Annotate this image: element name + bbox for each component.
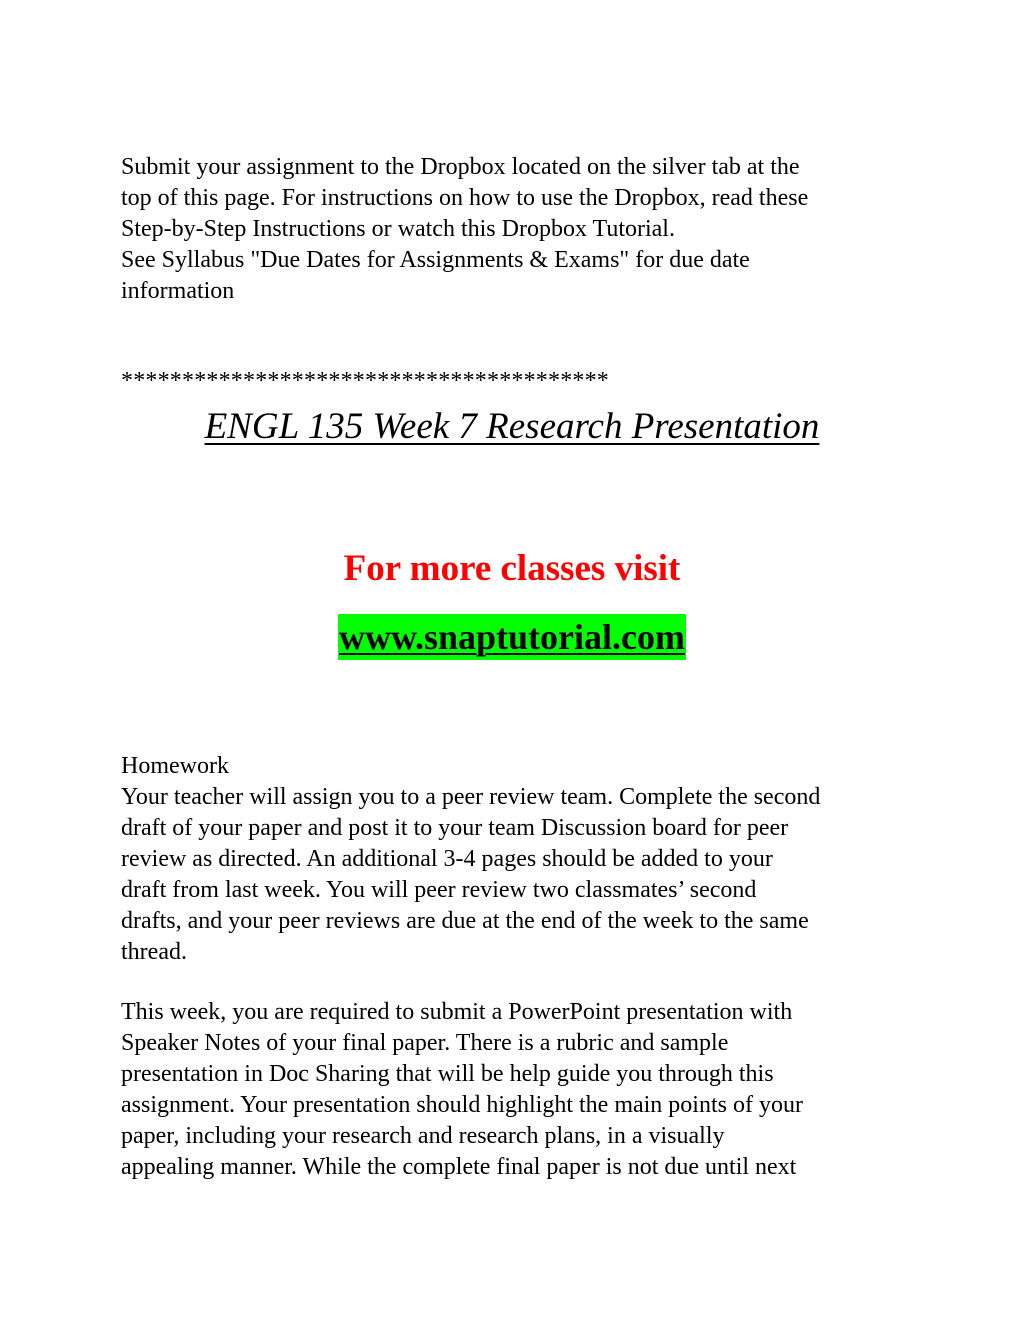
- homework-line: draft of your paper and post it to your team Discussion board for peer: [121, 815, 789, 841]
- presentation-line: assignment. Your presentation should highlight the main points of your: [121, 1092, 803, 1118]
- presentation-line: appealing manner. While the complete final paper is not due until next: [121, 1154, 797, 1180]
- presentation-line: presentation in Doc Sharing that will be help guide you through this: [121, 1061, 774, 1087]
- intro-line: Step-by-Step Instructions or watch this Dropbox Tutorial.: [121, 216, 675, 242]
- homework-line: review as directed. An additional 3-4 pages should be added to your: [121, 846, 773, 872]
- intro-line: information: [121, 278, 235, 304]
- presentation-line: This week, you are required to submit a PowerPoint presentation with: [121, 999, 793, 1025]
- page-title: [0, 403, 1024, 451]
- intro-line: See Syllabus "Due Dates for Assignments & Exams" for due date: [121, 247, 750, 273]
- homework-line: Your teacher will assign you to a peer review team. Complete the second: [121, 784, 821, 810]
- promo-heading: For more classes visit: [343, 548, 681, 589]
- intro-paragraph: [121, 152, 921, 307]
- homework-line: Homework: [121, 753, 229, 779]
- presentation-line: paper, including your research and research plans, in a visually: [121, 1123, 725, 1149]
- page-title-text: ENGL 135 Week 7 Research Presentation: [204, 406, 820, 447]
- homework-paragraph: [121, 751, 921, 968]
- promo-link-wrapper: [0, 614, 1024, 660]
- homework-line: draft from last week. You will peer review two classmates’ second: [121, 877, 757, 903]
- intro-line: top of this page. For instructions on how to use the Dropbox, read these: [121, 185, 809, 211]
- promo-link[interactable]: www.snaptutorial.com: [338, 614, 686, 660]
- intro-line: Submit your assignment to the Dropbox located on the silver tab at the: [121, 154, 800, 180]
- asterisk-separator: ****************************************: [121, 368, 609, 394]
- presentation-line: Speaker Notes of your final paper. There is a rubric and sample: [121, 1030, 729, 1056]
- presentation-paragraph: [121, 997, 921, 1183]
- homework-line: thread.: [121, 939, 187, 965]
- homework-line: drafts, and your peer reviews are due at the end of the week to the same: [121, 908, 809, 934]
